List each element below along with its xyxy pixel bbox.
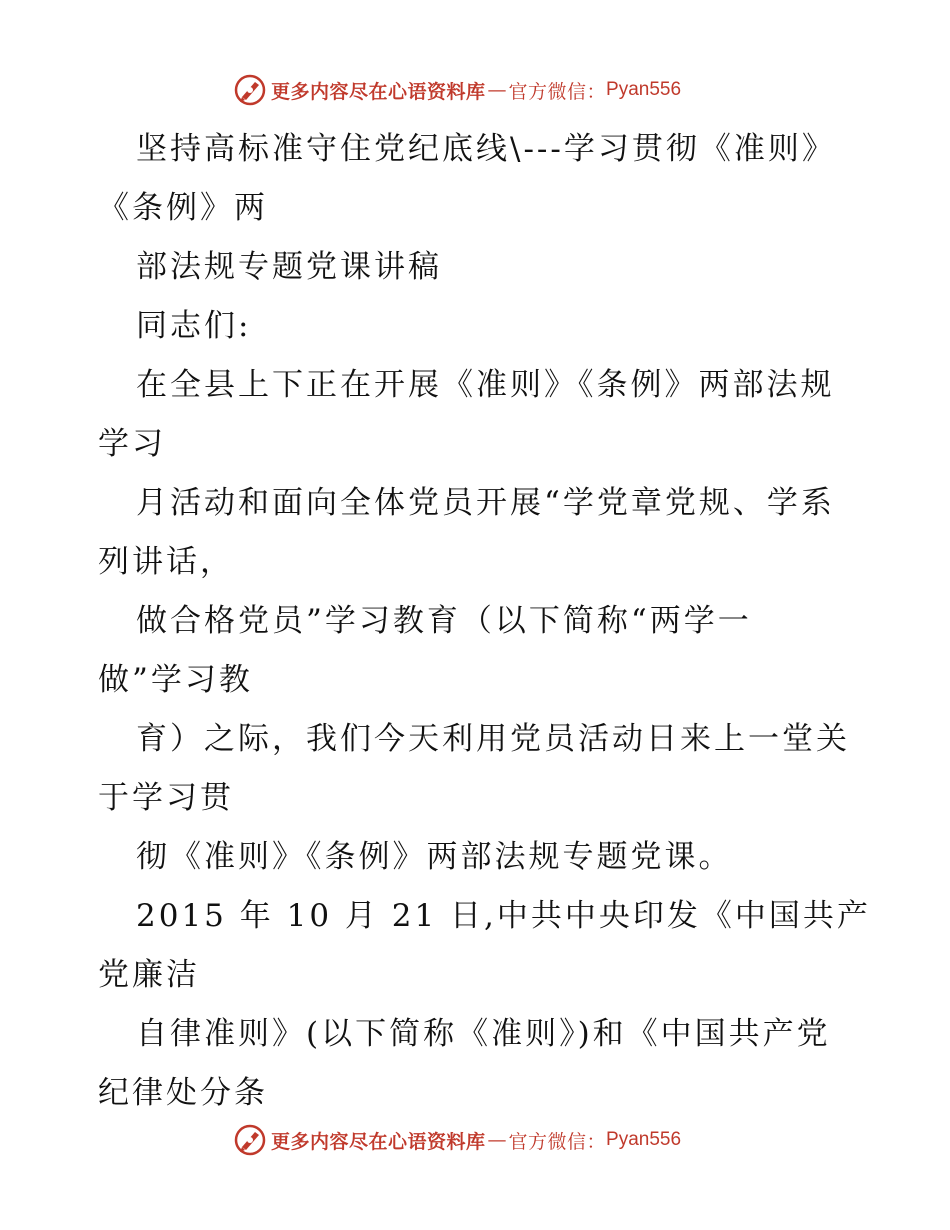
body-line: 纪律处分条	[98, 1075, 268, 1111]
body-line: 列讲话，	[98, 544, 234, 580]
body-line: 2015 年 10 月 21 日,中共中央印发《中国共产	[136, 898, 871, 934]
header-separator: —	[487, 79, 507, 101]
footer-banner	[233, 1122, 723, 1158]
header-banner	[233, 72, 723, 108]
header-wechat-id: Pyan556	[606, 79, 682, 100]
body-line: 做合格党员”学习教育（以下简称“两学一	[136, 603, 752, 639]
body-line: 彻《准则》《条例》两部法规专题党课。	[136, 839, 733, 875]
body-line: 部法规专题党课讲稿	[136, 249, 442, 285]
body-line: 在全县上下正在开展《准则》《条例》两部法规	[136, 367, 835, 403]
footer-wechat-label: 官方微信：	[508, 1130, 607, 1153]
footer-wechat-id: Pyan556	[606, 1129, 682, 1150]
body-line: 月活动和面向全体党员开展“学党章党规、学系	[136, 485, 835, 521]
body-line: 学习	[98, 426, 166, 462]
document-body	[98, 120, 871, 1123]
body-line: 于学习贯	[98, 780, 234, 816]
header-site-text: 更多内容尽在心语资料库	[271, 80, 486, 103]
body-line: 同志们:	[136, 308, 252, 344]
body-line: 自律准则》(以下简称《准则》)和《中国共产党	[136, 1016, 831, 1052]
body-line: 育）之际，我们今天利用党员活动日来上一堂关	[136, 721, 850, 757]
pen-logo-icon	[233, 1123, 267, 1157]
body-line: 做”学习教	[98, 662, 253, 698]
footer-site-text: 更多内容尽在心语资料库	[271, 1130, 486, 1153]
body-line: 坚持高标准守住党纪底线\---学习贯彻《准则》	[136, 131, 836, 167]
header-wechat-label: 官方微信：	[508, 80, 607, 103]
footer-separator: —	[487, 1129, 507, 1151]
body-line: 《条例》两	[98, 190, 268, 226]
body-line: 党廉洁	[98, 957, 200, 993]
pen-logo-icon	[233, 73, 267, 107]
